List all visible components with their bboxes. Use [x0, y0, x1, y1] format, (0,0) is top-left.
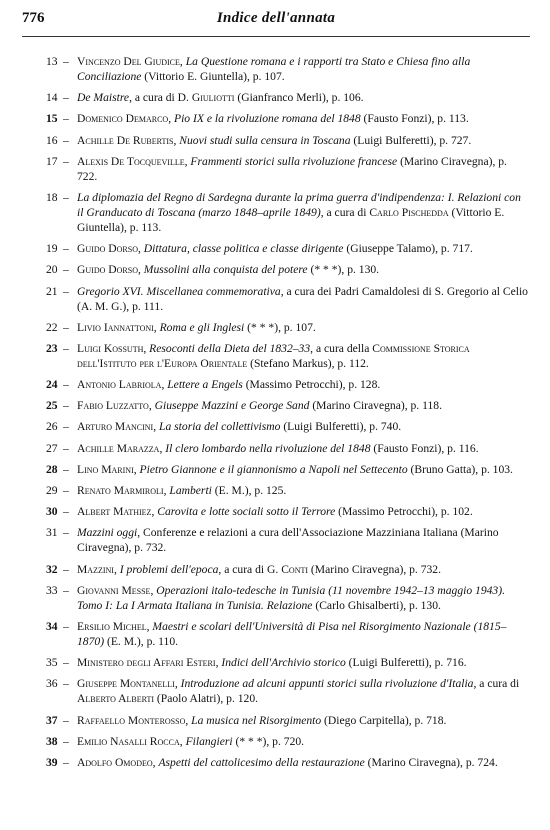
entry-dash: –	[63, 263, 69, 277]
entry-dash: –	[63, 755, 69, 769]
entry-text	[77, 341, 530, 371]
entry-number: 31	[46, 526, 58, 540]
entry-detail: ,	[184, 154, 191, 168]
entry-detail: , Conferenze e relazioni a cura dell'Associazione Mazziniana Italiana (Marino Ciravegna), p. 732.	[77, 526, 499, 555]
work-title: La diplomazia del Regno di Sardegna durante la prima guerra d'indipendenza: I. Relazioni con il Granducato di Toscana (marzo 1848–aprile 1849)	[77, 190, 521, 219]
entry-detail: ,	[137, 263, 144, 277]
work-title: Lamberti	[169, 484, 212, 497]
index-entry	[0, 734, 550, 749]
entry-dash: –	[63, 154, 69, 168]
author-name: Renato Marmiroli	[77, 484, 164, 497]
author-name: Conti	[281, 562, 309, 576]
work-title: La Questione romana e i rapporti tra Stato e Chiesa fino alla Conciliazione	[77, 55, 471, 83]
author-name: Ministero degli Affari Esteri	[77, 656, 216, 670]
entry-number: 32	[46, 562, 58, 576]
entry-text	[77, 111, 530, 126]
entry-detail: (Marino Ciravegna), p. 722.	[77, 154, 507, 183]
entry-detail: (Luigi Bulferetti), p. 740.	[280, 420, 402, 434]
work-title: Aspetti del cattolicesimo della restaurazione	[158, 755, 365, 769]
entry-detail: (* * *), p. 130.	[307, 263, 380, 277]
entry-detail: (Paolo Alatri), p. 120.	[154, 692, 259, 706]
author-name: Giuseppe Montanelli	[77, 677, 175, 691]
entry-number: 33	[46, 583, 58, 597]
entry-detail: ,	[159, 441, 166, 455]
index-entry	[0, 341, 550, 371]
entry-detail: ,	[137, 242, 144, 256]
work-title: Pietro Giannone e il giannonismo a Napoli nel Settecento	[139, 462, 408, 476]
entry-dash: –	[63, 190, 69, 204]
entry-dash: –	[63, 284, 69, 298]
entry-number: 37	[46, 713, 58, 727]
entry-text	[77, 320, 530, 335]
running-title: Indice dell'annata	[216, 10, 336, 26]
index-entry	[0, 525, 550, 555]
entry-dash: –	[63, 341, 69, 355]
index-entry	[0, 241, 550, 256]
entry-number: 34	[46, 619, 58, 633]
entry-dash: –	[63, 562, 69, 576]
entry-number: 29	[46, 484, 58, 497]
entry-number: 16	[46, 133, 58, 147]
entry-detail: (Marino Ciravegna), p. 118.	[309, 399, 442, 413]
entry-detail: , a cura di G.	[218, 562, 282, 576]
entry-detail: ,	[143, 341, 150, 355]
entry-detail: ,	[215, 656, 222, 670]
entry-detail: (Vittorio E. Giuntella), p. 113.	[77, 205, 505, 234]
author-name: Alexis De Tocqueville	[77, 154, 185, 168]
entry-detail: , a cura di	[473, 677, 520, 691]
entry-dash: –	[63, 399, 69, 413]
index-entry	[0, 483, 550, 498]
entry-number: 30	[46, 505, 58, 519]
entry-text	[77, 713, 530, 728]
index-entry	[0, 284, 550, 314]
entry-detail: (Diego Carpitella), p. 718.	[321, 713, 447, 727]
entry-text	[77, 419, 530, 434]
entry-detail: (Massimo Petrocchi), p. 102.	[335, 505, 473, 519]
work-title: Gregorio XVI. Miscellanea commemorativa	[77, 284, 281, 298]
entry-text	[77, 133, 530, 148]
entry-number: 22	[46, 320, 58, 334]
entry-number: 39	[46, 755, 58, 769]
index-entry	[0, 562, 550, 577]
entry-number: 21	[46, 284, 58, 298]
entry-detail: (Gianfranco Merli), p. 106.	[234, 91, 364, 105]
author-name: Alberto Alberti	[77, 692, 155, 706]
entry-number: 36	[46, 677, 58, 691]
entry-dash: –	[63, 656, 69, 670]
index-entry	[0, 320, 550, 335]
entry-detail: ,	[161, 378, 168, 392]
entry-text	[77, 377, 530, 392]
work-title: Maestri e scolari dell'Università di Pisa nel Risorgimento Nazionale (1815–1870)	[77, 619, 507, 648]
entry-text	[77, 676, 530, 706]
author-name: Lino Marini	[77, 462, 134, 476]
author-name: Vincenzo Del Giudice	[77, 55, 180, 68]
work-title: Nuovi studi sulla censura in Toscana	[179, 133, 351, 147]
page-number: 776	[22, 10, 45, 26]
entry-number: 26	[46, 420, 58, 434]
entry-detail: ,	[153, 420, 160, 434]
entry-text	[77, 398, 530, 413]
entry-detail: (* * *), p. 107.	[244, 320, 316, 334]
entry-text	[77, 241, 530, 256]
index-entry-list	[0, 54, 550, 776]
entry-text	[77, 525, 530, 555]
entry-text	[77, 462, 530, 477]
entry-detail: ,	[113, 562, 120, 576]
entry-number: 23	[46, 341, 58, 355]
entry-detail: ,	[174, 677, 181, 691]
entry-number: 28	[46, 462, 58, 476]
index-entry	[0, 133, 550, 148]
work-title: Il clero lombardo nella rivoluzione del 1848	[165, 441, 371, 455]
work-title: I problemi dell'epoca	[119, 562, 219, 576]
entry-text	[77, 619, 530, 649]
author-name: Giovanni Messe	[77, 583, 151, 597]
author-name: Emilio Nasalli Rocca	[77, 734, 180, 748]
entry-detail: (Bruno Gatta), p. 103.	[407, 462, 513, 476]
entry-detail: (E. M.), p. 125.	[211, 484, 287, 497]
work-title: Indici dell'Archivio storico	[221, 656, 346, 670]
entry-detail: ,	[168, 112, 174, 126]
index-entry	[0, 377, 550, 392]
entry-detail: ,	[146, 619, 153, 633]
author-name: Achille De Rubertis	[77, 133, 174, 147]
entry-detail: ,	[151, 505, 158, 519]
author-name: Antonio Labriola	[77, 378, 162, 392]
entry-text	[77, 190, 530, 235]
entry-detail: (Marino Ciravegna), p. 732.	[308, 562, 442, 576]
index-entry	[0, 419, 550, 434]
work-title: Roma e gli Inglesi	[159, 320, 245, 334]
index-entry	[0, 54, 550, 84]
entry-dash: –	[63, 484, 69, 497]
entry-number: 38	[46, 734, 58, 748]
entry-detail: (Giuseppe Talamo), p. 717.	[343, 242, 473, 256]
entry-detail: ,	[153, 320, 160, 334]
entry-detail: ,	[185, 713, 192, 727]
entry-dash: –	[63, 441, 69, 455]
entry-number: 25	[46, 399, 58, 413]
entry-number: 24	[46, 378, 58, 392]
entry-number: 19	[46, 242, 58, 256]
index-entry	[0, 441, 550, 456]
author-name: Carlo Pischedda	[369, 205, 449, 219]
work-title: Carovita e lotte sociali sotto il Terrore	[157, 505, 336, 519]
entry-detail: (Luigi Bulferetti), p. 727.	[350, 133, 472, 147]
work-title: Lettere a Engels	[167, 378, 243, 392]
work-title: Operazioni italo-tedesche in Tunisia (11 novembre 1942–13 maggio 1943). Tomo I: La I Armata Italiana in Tunisia. Relazione	[77, 583, 505, 612]
index-entry	[0, 504, 550, 519]
entry-detail: (* * *), p. 720.	[232, 734, 305, 748]
index-entry	[0, 619, 550, 649]
entry-text	[77, 54, 530, 84]
entry-number: 27	[46, 441, 58, 455]
entry-text	[77, 90, 530, 105]
entry-detail: ,	[179, 734, 186, 748]
entry-text	[77, 284, 530, 314]
entry-text	[77, 262, 530, 277]
index-entry	[0, 655, 550, 670]
entry-dash: –	[63, 619, 69, 633]
work-title: La musica nel Risorgimento	[191, 713, 322, 727]
work-title: La storia del collettivismo	[159, 420, 281, 434]
entry-detail: (Marino Ciravegna), p. 724.	[364, 755, 498, 769]
entry-detail: , a cura di	[320, 205, 370, 219]
work-title: Mussolini alla conquista del potere	[143, 263, 308, 277]
author-name: Adolfo Omodeo	[77, 755, 153, 769]
author-name: Guido Dorso	[77, 242, 138, 256]
index-entry	[0, 583, 550, 613]
entry-dash: –	[63, 677, 69, 691]
entry-dash: –	[63, 91, 69, 105]
entry-number: 15	[46, 112, 58, 126]
entry-detail: ,	[179, 55, 186, 68]
index-entry	[0, 111, 550, 126]
entry-dash: –	[63, 133, 69, 147]
entry-number: 14	[46, 91, 58, 105]
entry-detail: (Carlo Ghisalberti), p. 130.	[312, 598, 441, 612]
index-entry	[0, 262, 550, 277]
entry-number: 13	[46, 55, 58, 68]
index-entry	[0, 190, 550, 235]
entry-dash: –	[63, 420, 69, 434]
author-name: Arturo Mancini	[77, 420, 154, 434]
page-header	[22, 10, 530, 32]
entry-detail: , a cura dei Padri Camaldolesi di S. Gregorio al Celio (A. M. G.), p. 111.	[77, 284, 528, 313]
entry-detail: ,	[163, 484, 170, 497]
work-title: Pio IX e la rivoluzione romana del 1848	[174, 112, 361, 126]
index-entry	[0, 713, 550, 728]
entry-text	[77, 483, 530, 498]
entry-dash: –	[63, 378, 69, 392]
entry-text	[77, 154, 530, 184]
entry-number: 17	[46, 154, 58, 168]
entry-dash: –	[63, 734, 69, 748]
entry-dash: –	[63, 55, 69, 68]
entry-detail: , a cura della	[310, 341, 373, 355]
entry-detail: (Stefano Markus), p. 112.	[247, 356, 369, 370]
entry-number: 20	[46, 263, 58, 277]
entry-dash: –	[63, 112, 69, 126]
entry-dash: –	[63, 505, 69, 519]
work-title: Resoconti della Dieta del 1832–33	[149, 341, 311, 355]
entry-number: 18	[46, 190, 58, 204]
author-name: Commissione Storica dell'Istituto per l'Europa Orientale	[77, 341, 470, 370]
index-entry	[0, 398, 550, 413]
entry-number: 35	[46, 656, 58, 670]
entry-detail: ,	[152, 755, 159, 769]
entry-text	[77, 583, 530, 613]
entry-detail: (Vittorio E. Giuntella), p. 107.	[141, 70, 285, 83]
work-title: Giuseppe Mazzini e George Sand	[154, 399, 310, 413]
entry-text	[77, 504, 530, 519]
work-title: Dittatura, classe politica e classe dirigente	[143, 242, 344, 256]
index-entry	[0, 676, 550, 706]
entry-detail: , a cura di D.	[129, 91, 192, 105]
author-name: Guido Dorso	[77, 263, 138, 277]
entry-detail: (Luigi Bulferetti), p. 716.	[345, 656, 467, 670]
entry-detail: (Fausto Fonzi), p. 116.	[370, 441, 479, 455]
index-entry	[0, 462, 550, 477]
entry-dash: –	[63, 526, 69, 540]
author-name: Ersilio Michel	[77, 619, 147, 633]
work-title: Frammenti storici sulla rivoluzione francese	[190, 154, 398, 168]
author-name: Fabio Luzzatto	[77, 399, 149, 413]
index-entry	[0, 755, 550, 770]
work-title: Filangieri	[185, 734, 233, 748]
index-entry	[0, 154, 550, 184]
entry-detail: ,	[173, 133, 180, 147]
author-name: Mazzini	[77, 562, 114, 576]
entry-dash: –	[63, 583, 69, 597]
author-name: Giuliotti	[191, 91, 235, 105]
entry-detail: (Massimo Petrocchi), p. 128.	[242, 378, 381, 392]
entry-text	[77, 441, 530, 456]
entry-text	[77, 562, 530, 577]
work-title: De Maistre	[77, 91, 130, 105]
entry-detail: ,	[150, 583, 157, 597]
author-name: Raffaello Monterosso	[77, 713, 186, 727]
entry-detail: ,	[148, 399, 155, 413]
author-name: Domenico Demarco	[77, 112, 169, 126]
author-name: Achille Marazza	[77, 441, 160, 455]
entry-dash: –	[63, 462, 69, 476]
entry-detail: (Fausto Fonzi), p. 113.	[360, 112, 469, 126]
entry-detail: (E. M.), p. 110.	[104, 634, 179, 648]
author-name: Luigi Kossuth	[77, 341, 144, 355]
entry-text	[77, 734, 530, 749]
entry-dash: –	[63, 713, 69, 727]
author-name: Albert Mathiez	[77, 505, 152, 519]
entry-text	[77, 755, 530, 770]
entry-dash: –	[63, 242, 69, 256]
header-rule	[22, 36, 530, 37]
author-name: Livio Iannattoni	[77, 320, 154, 334]
work-title: Introduzione ad alcuni appunti storici sulla rivoluzione d'Italia	[180, 677, 474, 691]
work-title: Mazzini oggi	[77, 526, 138, 540]
index-entry	[0, 90, 550, 105]
entry-dash: –	[63, 320, 69, 334]
entry-text	[77, 655, 530, 670]
entry-detail: ,	[133, 462, 140, 476]
